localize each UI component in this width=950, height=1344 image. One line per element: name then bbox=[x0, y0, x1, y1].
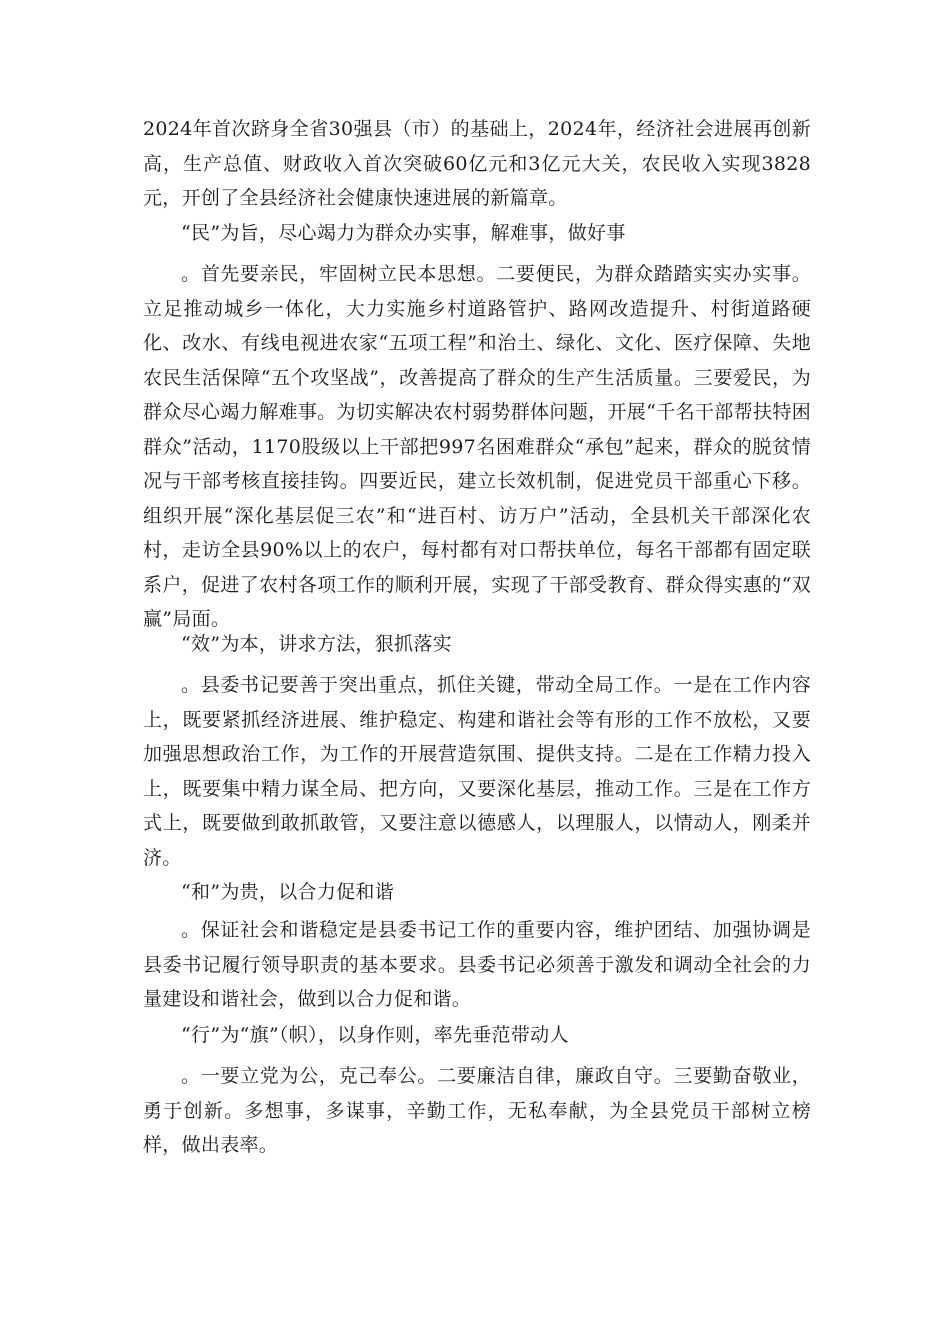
section-body-xiao bbox=[143, 668, 811, 875]
body-text: 。一要立党为公，克己奉公。二要廉洁自律，廉政自守。三要勤奋敬业，勇于创新。多想事，多谋事，辛勤工作，无私奉献，为全县党员干部树立榜样，做出表率。 bbox=[143, 1065, 811, 1156]
intro-paragraph bbox=[143, 112, 811, 216]
section-heading-xiao bbox=[143, 627, 452, 662]
heading-text: “行”为“旗”（帜），以身作则，率先垂范带动人 bbox=[181, 1024, 569, 1046]
body-text: 。县委书记要善于突出重点，抓住关键，带动全局工作。一是在工作内容上，既要紧抓经济进展、维护稳定、构建和谐社会等有形的工作不放松，又要加强思想政治工作，为工作的开展营造氛围、提供支持。二是在工作精力投入上，既要集中精力谋全局、把方向，又要深化基层，推动工作。三是在工作方式上，既要做到敢抓敢管，又要注意以德感人，以理服人，以情动人，刚柔并济。 bbox=[143, 674, 811, 869]
body-text: 。保证社会和谐稳定是县委书记工作的重要内容，维护团结、加强协调是县委书记履行领导职责的基本要求。县委书记必须善于激发和调动全社会的力量建设和谐社会，做到以合力促和谐。 bbox=[143, 919, 811, 1010]
section-body-xing bbox=[143, 1059, 811, 1163]
heading-text: “民”为旨，尽心竭力为群众办实事，解难事，做好事 bbox=[181, 222, 626, 244]
intro-text: 2024年首次跻身全省30强县（市）的基础上，2024年，经济社会进展再创新高，生产总值、财政收入首次突破60亿元和3亿元大关，农民收入实现3828元，开创了全县经济社会健康快速进展的新篇章。 bbox=[143, 118, 811, 209]
heading-text: “效”为本，讲求方法，狠抓落实 bbox=[181, 633, 452, 655]
body-text: 。首先要亲民，牢固树立民本思想。二要便民，为群众踏踏实实办实事。立足推动城乡一体化，大力实施乡村道路管护、路网改造提升、村街道路硬化、改水、有线电视进农家“五项工程”和治土、绿化、文化、医疗保障、失地农民生活保障“五个攻坚战”，改善提高了群众的生产生活质量。三要爱民，为群众尽心竭力解难事。为切实解决农村弱势群体问题，开展“千名干部帮扶特困群众”活动，1170股级以上干部把997名困难群众“承包”起来，群众的脱贫情况与干部考核直接挂钩。四要近民，建立长效机制，促进党员干部重心下移。组织开展“深化基层促三农”和“进百村、访万户”活动，全县机关干部深化农村，走访全县90%以上的农户，每村都有对口帮扶单位，每名干部都有固定联系户，促进了农村各项工作的顺利开展，实现了干部受教育、群众得实惠的“双赢”局面。 bbox=[143, 263, 811, 630]
section-heading-he bbox=[143, 875, 394, 910]
section-body-he bbox=[143, 913, 811, 1017]
section-heading-xing bbox=[143, 1018, 569, 1053]
heading-text: “和”为贵，以合力促和谐 bbox=[181, 881, 395, 903]
section-body-min bbox=[143, 257, 811, 637]
section-heading-min bbox=[143, 216, 626, 251]
